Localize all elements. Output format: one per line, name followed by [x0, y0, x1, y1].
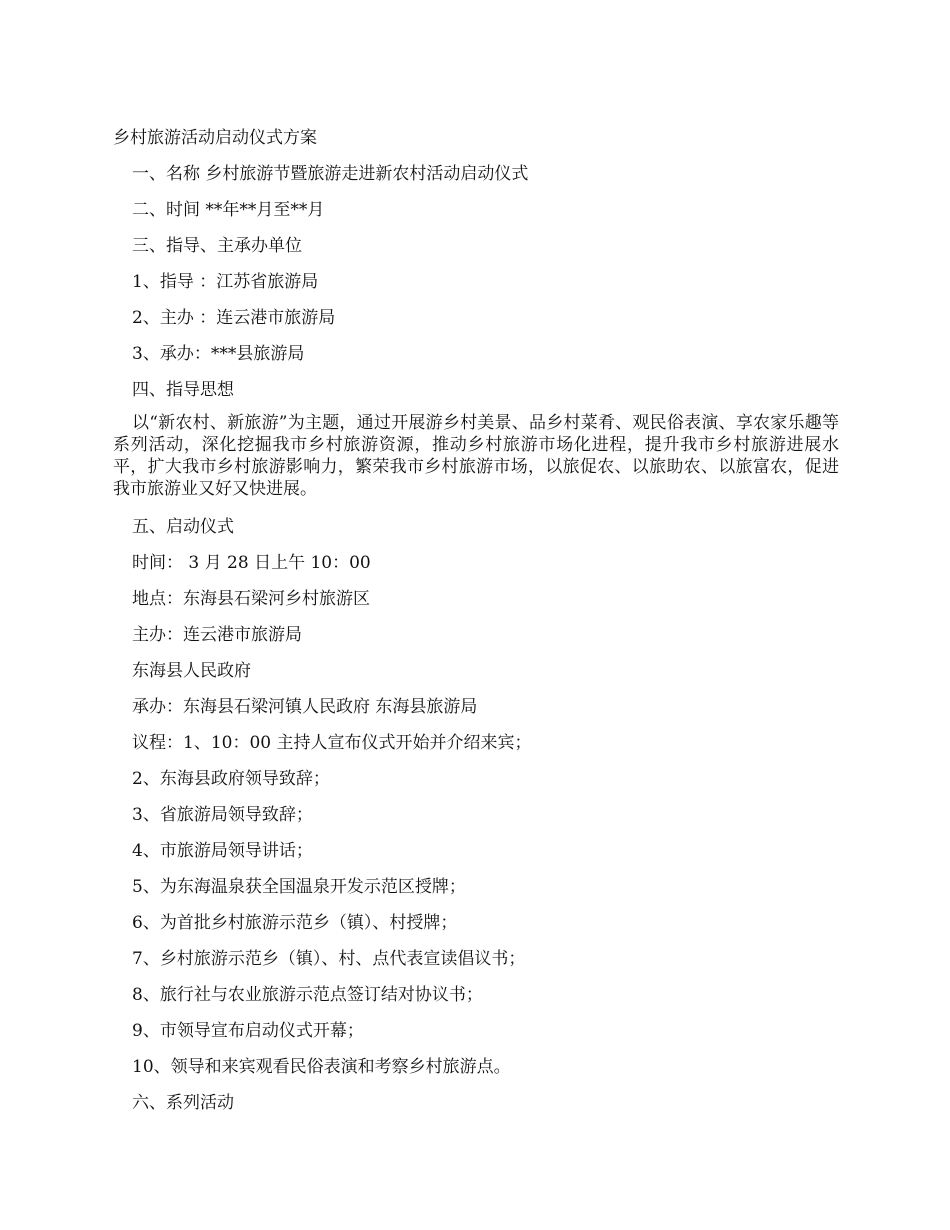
section-time-line: 二、时间 **年**月至**月: [132, 200, 325, 220]
ceremony-organizer-line: 承办：东海县石梁河镇人民政府 东海县旅游局: [132, 697, 478, 717]
agenda-item-1: 议程：1、10：00 主持人宣布仪式开始并介绍来宾；: [132, 733, 532, 753]
ceremony-location-line: 地点：东海县石梁河乡村旅游区: [132, 589, 370, 609]
agenda-item-9: 9、市领导宣布启动仪式开幕；: [132, 1021, 364, 1041]
guiding-thought-paragraph: 以“新农村、新旅游”为主题，通过开展游乡村美景、品乡村菜肴、观民俗表演、享农家乐趣等系列活动，深化挖掘我市乡村旅游资源，推动乡村旅游市场化进程，提升我市乡村旅游进展水平，扩大我市乡村旅游影响力，繁荣我市乡村旅游市场，以旅促农、以旅助农、以旅富农，促进我市旅游业又好又快进展。: [113, 413, 839, 499]
agenda-item-10: 10、领导和来宾观看民俗表演和考察乡村旅游点。: [132, 1057, 511, 1077]
agenda-item-5: 5、为东海温泉获全国温泉开发示范区授牌；: [132, 877, 466, 897]
agenda-item-6: 6、为首批乡村旅游示范乡（镇）、村授牌；: [132, 913, 458, 933]
organizer-unit-line: 3、承办：***县旅游局: [132, 344, 305, 364]
section-series-activities-heading: 六、系列活动: [132, 1093, 234, 1113]
ceremony-time-line: 时间： 3 月 28 日上午 10：00: [132, 553, 371, 573]
agenda-item-2: 2、东海县政府领导致辞；: [132, 769, 330, 789]
agenda-item-4: 4、市旅游局领导讲话；: [132, 841, 313, 861]
section-name-line: 一、名称 乡村旅游节暨旅游走进新农村活动启动仪式: [132, 164, 529, 184]
section-organizers-heading: 三、指导、主承办单位: [132, 236, 302, 256]
guide-unit-line: 1、指导 ：江苏省旅游局: [132, 272, 319, 292]
section-launch-ceremony-heading: 五、启动仪式: [132, 517, 234, 537]
ceremony-host-line: 主办：连云港市旅游局: [132, 625, 302, 645]
agenda-item-8: 8、旅行社与农业旅游示范点签订结对协议书；: [132, 985, 483, 1005]
agenda-item-3: 3、省旅游局领导致辞；: [132, 805, 313, 825]
document-title: 乡村旅游活动启动仪式方案: [113, 128, 317, 148]
agenda-item-7: 7、乡村旅游示范乡（镇）、村、点代表宣读倡议书；: [132, 949, 526, 969]
host-unit-line: 2、主办 ：连云港市旅游局: [132, 308, 336, 328]
ceremony-host-second-line: 东海县人民政府: [132, 661, 251, 681]
section-guiding-thought-heading: 四、指导思想: [132, 380, 234, 400]
